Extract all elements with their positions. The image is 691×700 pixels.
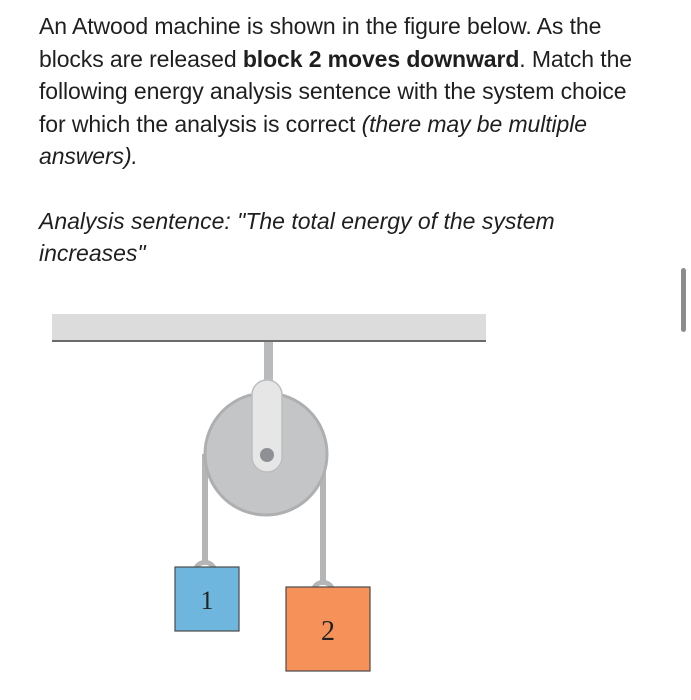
question-emphasis-bold: block 2 moves downward [242,45,520,72]
question-instruction-text: . Match the following energy analysis sentence with the system choice for which the analysis is correct [39,45,632,137]
block-1-label: 1 [200,586,214,615]
pulley-axle [260,448,274,462]
pulley-mount-rod [264,342,273,382]
block-2-label: 2 [321,616,335,647]
question-intro-text: An Atwood machine is shown in the figure below. As the blocks are released [39,13,602,72]
ceiling-bar [52,314,486,340]
question-emphasis-italic: (there may be multiple answers). [39,110,587,169]
analysis-sentence: Analysis sentence: "The total energy of the system increases" [39,207,555,266]
